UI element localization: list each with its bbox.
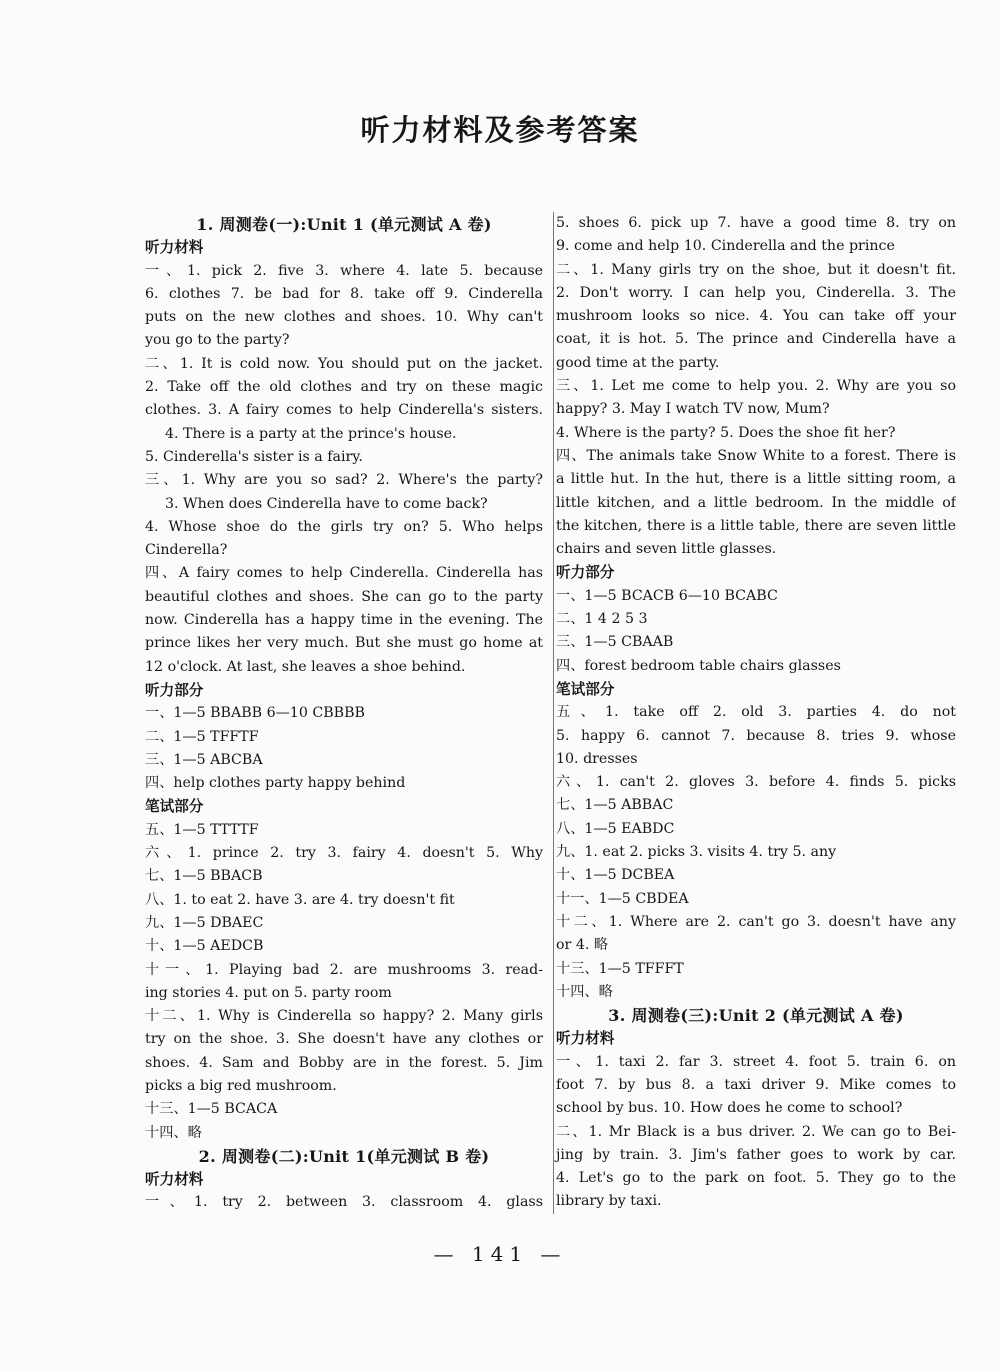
text-line: 八、1. to eat 2. have 3. are 4. try doesn't fit: [145, 891, 455, 908]
text-line: picks a big red mushroom.: [145, 1077, 337, 1094]
text-line: 二、1 4 2 5 3: [556, 611, 648, 628]
text-line: 2. Don't worry. I can help you, Cinderella. 3. The: [556, 284, 956, 301]
text-line: 十三、1—5 TFFFT: [556, 960, 684, 977]
text-line: 4. There is a party at the prince's house.: [165, 425, 457, 442]
subsection-heading: 笔试部分: [556, 680, 615, 698]
left-column: [145, 213, 543, 1215]
page-number: — 141 —: [433, 1242, 567, 1266]
text-line: or 4. 略: [556, 937, 609, 954]
text-line: clothes. 3. A fairy comes to help Cinderella's sisters.: [145, 402, 543, 419]
text-line: try on the shoe. 3. She doesn't have any clothes or: [145, 1031, 543, 1048]
text-line: 一、1. try 2. between 3. classroom 4. glass: [145, 1194, 543, 1211]
text-line: 12 o'clock. At last, she leaves a shoe behind.: [145, 658, 466, 675]
text-line: 一、1—5 BBABB 6—10 CBBBB: [145, 705, 365, 722]
text-line: Cinderella?: [145, 542, 228, 559]
section-heading: 2. 周测卷(二):Unit 1(单元测试 B 卷): [198, 1146, 490, 1166]
text-line: 二、1. Many girls try on the shoe, but it doesn't fit.: [556, 261, 956, 278]
text-line: 三、1—5 CBAAB: [556, 634, 674, 651]
text-line: chairs and seven little glasses.: [556, 541, 777, 558]
text-line: 十一、1—5 CBDEA: [556, 890, 689, 907]
text-line: school by bus. 10. How does he come to school?: [556, 1100, 903, 1117]
text-line: 一、1—5 BCACB 6—10 BCABC: [556, 587, 778, 604]
text-line: 4. Let's go to the park on foot. 5. They go to the: [556, 1170, 956, 1187]
text-line: shoes. 4. Sam and Bobby are in the forest. 5. Jim: [145, 1054, 543, 1071]
text-line: good time at the party.: [556, 354, 720, 371]
text-line: 一、1. taxi 2. far 3. street 4. foot 5. train 6. on: [556, 1053, 956, 1070]
text-line: 七、1—5 BBACB: [145, 868, 263, 885]
text-line: little kitchen, and a little bedroom. In the middle of: [556, 494, 956, 511]
text-line: 五、1—5 TTTTF: [145, 821, 259, 838]
text-line: 六、1. prince 2. try 3. fairy 4. doesn't 5. Why: [145, 845, 543, 862]
text-line: puts on the new clothes and shoes. 10. Why can't: [145, 309, 543, 326]
text-line: 十四、略: [556, 983, 613, 1000]
text-line: 十二、1. Where are 2. can't go 3. doesn't have any: [556, 913, 956, 930]
right-column: [553, 212, 956, 1214]
text-line: 三、1. Why are you so sad? 2. Where's the party?: [145, 472, 543, 489]
text-line: library by taxi.: [556, 1193, 662, 1210]
subsection-heading: 听力材料: [145, 239, 204, 257]
text-line: 十一、1. Playing bad 2. are mushrooms 3. read-: [145, 961, 543, 978]
subsection-heading: 笔试部分: [145, 798, 204, 816]
text-line: 5. Cinderella's sister is a fairy.: [145, 448, 363, 465]
text-line: foot 7. by bus 8. a taxi driver 9. Mike comes to: [556, 1076, 956, 1093]
text-line: 2. Take off the old clothes and try on these magic: [145, 379, 543, 396]
text-line: jing by train. 3. Jim's father goes to work by car.: [556, 1146, 956, 1163]
text-line: 四、forest bedroom table chairs glasses: [556, 657, 841, 674]
text-line: now. Cinderella has a happy time in the evening. The: [145, 612, 543, 629]
text-line: 5. shoes 6. pick up 7. have a good time 8. try on: [556, 215, 956, 231]
text-line: 一、1. pick 2. five 3. where 4. late 5. because: [145, 262, 543, 279]
text-line: 4. Where is the party? 5. Does the shoe fit her?: [556, 424, 896, 441]
text-line: 四、A fairy comes to help Cinderella. Cinderella has: [145, 565, 543, 582]
text-line: 10. dresses: [556, 750, 638, 767]
text-line: ing stories 4. put on 5. party room: [145, 984, 392, 1001]
text-line: coat, it is hot. 5. The prince and Cinderella have a: [556, 331, 956, 348]
section-heading: 1. 周测卷(一):Unit 1 (单元测试 A 卷): [196, 215, 492, 234]
subsection-heading: 听力材料: [556, 1030, 615, 1048]
text-line: 二、1. It is cold now. You should put on the jacket.: [145, 355, 543, 372]
text-line: 八、1—5 EABDC: [556, 820, 675, 837]
text-line: the kitchen, there is a little table, there are seven little: [556, 517, 956, 534]
text-line: 九、1—5 DBAEC: [145, 914, 264, 931]
text-line: 七、1—5 ABBAC: [556, 797, 674, 814]
text-line: mushroom looks so nice. 4. You can take off your: [556, 308, 956, 325]
text-line: 6. clothes 7. be bad for 8. take off 9. Cinderella: [145, 285, 543, 302]
text-line: 二、1. Mr Black is a bus driver. 2. We can go to Bei-: [556, 1123, 956, 1140]
text-line: 十、1—5 AEDCB: [145, 938, 264, 955]
text-line: a little hut. In the hut, there is a little sitting room, a: [556, 471, 956, 488]
subsection-heading: 听力部分: [556, 564, 615, 582]
subsection-heading: 听力部分: [145, 681, 204, 699]
text-line: 四、The animals take Snow White to a forest. There is: [556, 447, 956, 464]
text-line: beautiful clothes and shoes. She can go to the party: [145, 588, 543, 605]
text-line: 9. come and help 10. Cinderella and the prince: [556, 238, 895, 255]
watermark-logo: [840, 1283, 990, 1363]
text-line: 十、1—5 DCBEA: [556, 867, 675, 884]
text-line: 四、help clothes party happy behind: [145, 775, 406, 792]
text-line: 5. happy 6. cannot 7. because 8. tries 9. whose: [556, 727, 956, 744]
text-line: 三、1. Let me come to help you. 2. Why are you so: [556, 378, 956, 395]
text-line: prince likes her very much. But she must go home at: [145, 635, 543, 652]
text-line: 五、1. take off 2. old 3. parties 4. do not: [556, 704, 956, 721]
text-line: happy? 3. May I watch TV now, Mum?: [556, 401, 830, 418]
section-heading: 3. 周测卷(三):Unit 2 (单元测试 A 卷): [608, 1006, 904, 1026]
text-line: 九、1. eat 2. picks 3. visits 4. try 5. any: [556, 844, 837, 861]
text-line: 二、1—5 TFFTF: [145, 728, 259, 745]
subsection-heading: 听力材料: [145, 1171, 204, 1189]
text-line: 六、1. can't 2. gloves 3. before 4. finds 5. picks: [556, 774, 956, 791]
text-line: 4. Whose shoe do the girls try on? 5. Who helps: [145, 518, 543, 535]
text-line: 十四、略: [145, 1124, 202, 1141]
text-line: 十三、1—5 BCACA: [145, 1101, 278, 1118]
page-title: 听力材料及参考答案: [360, 113, 640, 147]
text-line: 十二、1. Why is Cinderella so happy? 2. Many girls: [145, 1008, 543, 1025]
text-line: 三、1—5 ABCBA: [145, 751, 263, 768]
text-line: you go to the party?: [145, 332, 290, 349]
text-line: 3. When does Cinderella have to come back?: [165, 495, 488, 512]
